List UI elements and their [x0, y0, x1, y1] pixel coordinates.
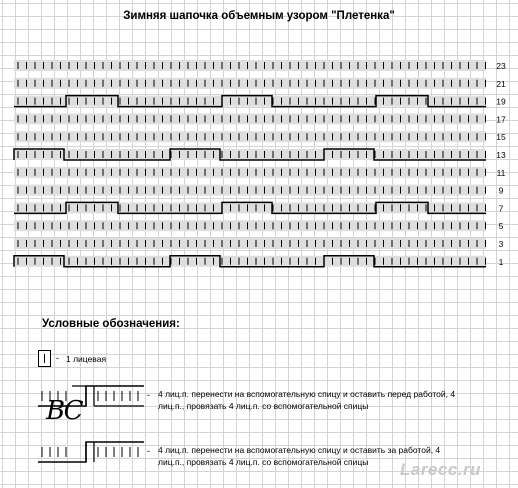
site-watermark: Larecc.ru: [400, 460, 482, 479]
row-band: [14, 167, 486, 178]
chart-row: [14, 167, 486, 178]
row-band: [14, 220, 486, 231]
row-number: 3: [498, 239, 504, 249]
cross-back-symbol: [34, 436, 149, 466]
row-band: [14, 202, 486, 213]
knit-legend-dash: -: [56, 353, 59, 363]
row-number: 19: [496, 96, 506, 107]
chart-row: [14, 113, 486, 124]
row-number: 9: [498, 185, 504, 196]
row-band: [14, 185, 486, 196]
chart-row: [14, 131, 486, 142]
cross-back-line2: лиц.п., провязать 4 лиц.п. со вспомогательной спицы: [158, 457, 369, 467]
cross-back-dash: -: [147, 446, 150, 456]
chart-row: [14, 185, 486, 196]
row-band: [14, 113, 486, 124]
chart-row: [14, 149, 486, 160]
chart-row: [14, 238, 486, 249]
legend-heading: Условные обозначения:: [42, 318, 180, 330]
row-bands: [14, 60, 486, 267]
row-band: [14, 149, 486, 160]
row-band: [14, 60, 486, 71]
chart-row: [14, 96, 486, 107]
chart-row: [14, 256, 486, 267]
row-band: [14, 238, 486, 249]
cross-back-line1: 4 лиц.п. перенести на вспомогательную спицу и оставить за работой, 4: [158, 445, 441, 455]
row-band: [14, 256, 486, 267]
knit-stitch-symbol: [38, 350, 51, 367]
cross-front-line2: лиц.п., провязать 4 лиц.п. со вспомогательной спицы: [158, 401, 369, 411]
chart-row: [14, 220, 486, 231]
cross-back-description: [158, 444, 440, 468]
row-band: [14, 78, 486, 89]
row-number: 5: [498, 221, 504, 232]
chart-row: [14, 202, 486, 213]
row-band: [14, 131, 486, 142]
row-number: 11: [496, 167, 506, 178]
row-number: 15: [496, 132, 506, 143]
row-number: 21: [496, 78, 506, 89]
chart-title: Зимняя шапочка объемным узором "Плетенка": [123, 10, 395, 22]
cross-front-description: [158, 388, 455, 412]
row-number: 13: [496, 150, 506, 160]
row-number: 23: [496, 61, 506, 71]
chart-row: [14, 60, 486, 71]
handwritten-cross-mark: BC: [46, 396, 82, 426]
row-band: [14, 96, 486, 107]
cross-front-dash: -: [147, 390, 150, 400]
row-number-labels: [496, 61, 506, 267]
chart-row: [14, 78, 486, 89]
cross-front-line1: 4 лиц.п. перенести на вспомогательную спицу и оставить перед работой, 4: [158, 389, 456, 399]
knit-legend-label: 1 лицевая: [66, 354, 107, 364]
row-number: 1: [498, 256, 504, 267]
row-number: 17: [496, 114, 506, 125]
row-number: 7: [498, 203, 504, 214]
